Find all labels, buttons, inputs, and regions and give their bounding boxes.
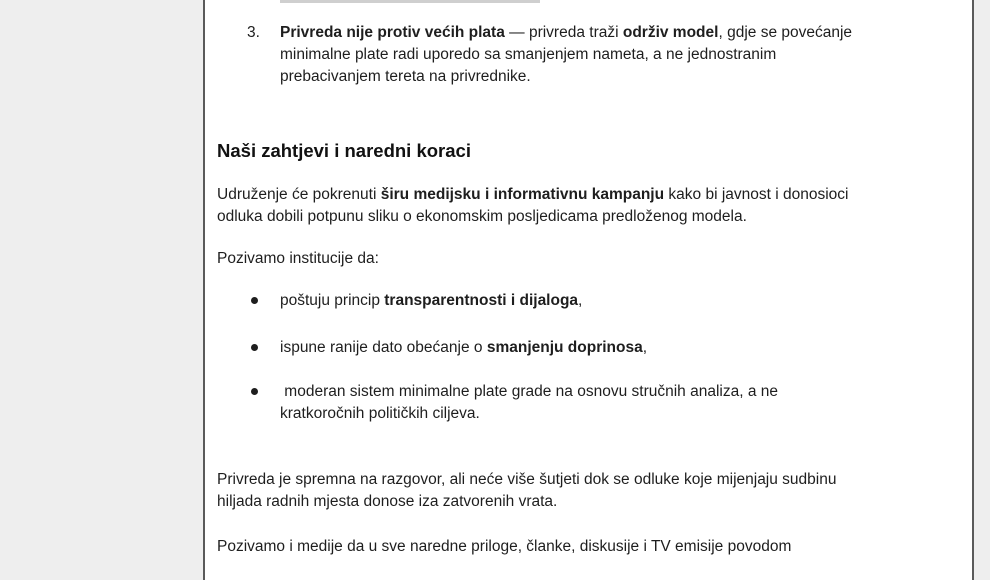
bullet-item bbox=[280, 337, 647, 359]
list-item-line-2: minimalne plate radi uporedo sa smanjenjem nameta, a ne jednostranim bbox=[280, 46, 777, 63]
list-number: 3. bbox=[247, 24, 260, 41]
bullet-bold: transparentnosti i dijaloga bbox=[384, 292, 579, 309]
bullet-icon bbox=[251, 344, 258, 351]
paragraph-line: Privreda je spremna na razgovor, ali neće više šutjeti dok se odluke koje mijenjaju sudbinu bbox=[217, 471, 837, 488]
bullet-item bbox=[280, 290, 582, 312]
bullet-icon bbox=[251, 297, 258, 304]
bullet-bold: smanjenju doprinosa bbox=[486, 339, 643, 356]
list-item-line-3: prebacivanjem tereta na privrednike. bbox=[280, 68, 531, 85]
list-item-bold: Privreda nije protiv većih plata bbox=[280, 24, 505, 41]
para-bold: širu medijsku i informativnu kampanju bbox=[380, 186, 665, 203]
bullet-text-end: , bbox=[642, 339, 648, 356]
bullet-item-line: moderan sistem minimalne plate grade na osnovu stručnih analiza, a ne bbox=[280, 383, 778, 400]
paragraph-line: Pozivamo i medije da u sve naredne priloge, članke, diskusije i TV emisije povodom bbox=[217, 538, 792, 555]
bullet-text-end: , bbox=[578, 292, 583, 309]
bullet-item-line-2: kratkoročnih političkih ciljeva. bbox=[280, 405, 480, 422]
bullet-text: poštuju princip bbox=[280, 292, 385, 309]
paragraph-line-2: odluka dobili potpunu sliku o ekonomskim posljedicama predloženog modela. bbox=[217, 208, 747, 225]
list-item-bold-2: održiv model bbox=[622, 24, 719, 41]
list-item-text-2: , gdje se povećanje bbox=[718, 24, 853, 41]
list-item-text: — privreda traži bbox=[504, 24, 623, 41]
section-heading: Naši zahtjevi i naredni koraci bbox=[217, 140, 471, 161]
list-item-line bbox=[280, 22, 852, 44]
bullet-text: ispune ranije dato obećanje o bbox=[280, 339, 487, 356]
paragraph-line bbox=[217, 184, 848, 206]
bullet-icon bbox=[251, 388, 258, 395]
para-text: Udruženje će pokrenuti bbox=[217, 186, 381, 203]
cropped-text-fragment bbox=[280, 0, 540, 3]
paragraph-intro: Pozivamo institucije da: bbox=[217, 250, 379, 267]
paragraph-line-2: hiljada radnih mjesta donose iza zatvorenih vrata. bbox=[217, 493, 558, 510]
para-text-2: kako bi javnost i donosioci bbox=[664, 186, 849, 203]
